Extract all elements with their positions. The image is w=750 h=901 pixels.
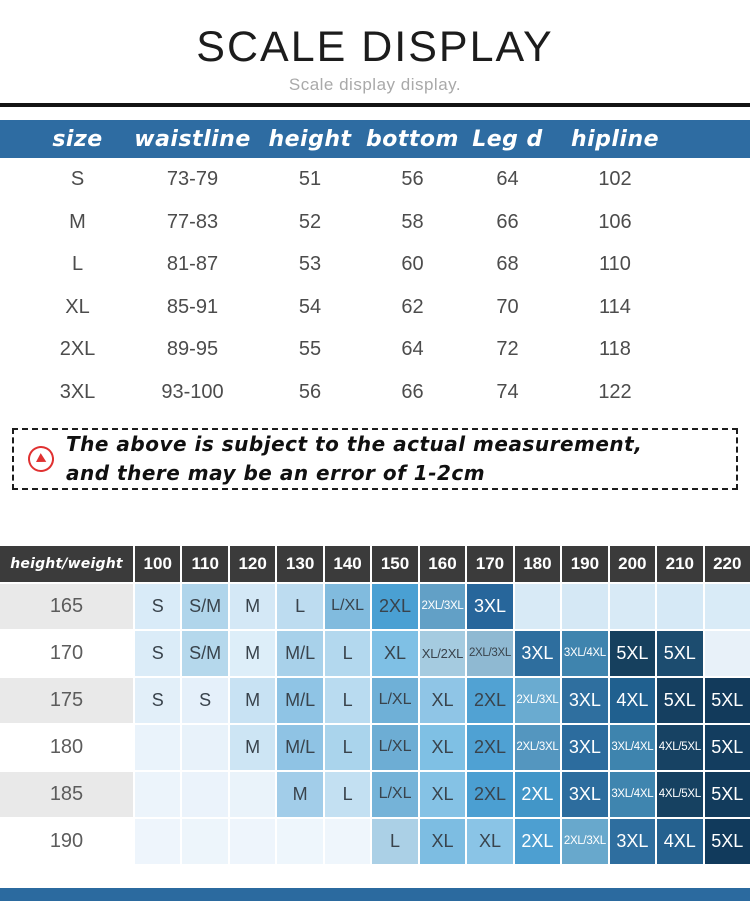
divider-line bbox=[0, 103, 750, 107]
matrix-cell bbox=[705, 631, 750, 676]
matrix-cell bbox=[657, 584, 702, 629]
matrix-cell: 2XL/3XL bbox=[515, 725, 560, 770]
matrix-row-label: 175 bbox=[0, 678, 133, 723]
matrix-cell bbox=[515, 584, 560, 629]
matrix-cell: M bbox=[230, 584, 275, 629]
size-table-header-cell: hipline bbox=[570, 126, 660, 152]
size-table-cell: L bbox=[71, 253, 84, 276]
matrix-cell: M bbox=[230, 631, 275, 676]
matrix-cell: 5XL bbox=[705, 678, 750, 723]
size-table-cell: 85-91 bbox=[166, 295, 219, 318]
matrix-cell: L bbox=[325, 725, 370, 770]
matrix-cell bbox=[135, 725, 180, 770]
matrix-cell: S bbox=[135, 631, 180, 676]
size-table-cell: 118 bbox=[599, 338, 631, 361]
matrix-row-label: 180 bbox=[0, 725, 133, 770]
page-header bbox=[0, 0, 750, 95]
measurement-note bbox=[12, 428, 738, 490]
page-subtitle: Scale display display. bbox=[288, 75, 462, 95]
size-table-cell: 3XL bbox=[59, 381, 96, 404]
matrix-cell: XL bbox=[420, 678, 465, 723]
matrix-cell: 2XL bbox=[467, 772, 512, 817]
size-table-cell: 56 bbox=[401, 168, 424, 191]
matrix-cell bbox=[230, 772, 275, 817]
matrix-cell: 2XL bbox=[467, 678, 512, 723]
matrix-corner-cell: height/weight bbox=[0, 546, 133, 582]
matrix-cell: M bbox=[277, 772, 322, 817]
matrix-weight-header-cell: 110 bbox=[182, 546, 227, 582]
size-table-cell: 2XL bbox=[59, 338, 96, 361]
matrix-cell: 5XL bbox=[610, 631, 655, 676]
size-table-cell: 74 bbox=[496, 381, 519, 404]
size-table-cell: 114 bbox=[599, 295, 631, 318]
matrix-cell bbox=[277, 819, 322, 864]
size-table-cell: 68 bbox=[496, 253, 519, 276]
matrix-cell: L/XL bbox=[372, 772, 417, 817]
matrix-cell: XL bbox=[467, 819, 512, 864]
matrix-cell: 3XL bbox=[467, 584, 512, 629]
matrix-row-label: 165 bbox=[0, 584, 133, 629]
matrix-cell: 2XL bbox=[467, 725, 512, 770]
size-table-header-cell: size bbox=[52, 126, 103, 152]
matrix-row-label: 170 bbox=[0, 631, 133, 676]
circled-arrow-icon bbox=[23, 441, 58, 476]
size-table-cell: 52 bbox=[298, 210, 322, 233]
size-table-cell: 60 bbox=[401, 253, 424, 276]
matrix-cell: S bbox=[135, 678, 180, 723]
matrix-cell: M/L bbox=[277, 678, 322, 723]
size-table-cell: 72 bbox=[496, 338, 519, 361]
matrix-cell: 3XL bbox=[562, 772, 607, 817]
matrix-cell: L/XL bbox=[372, 725, 417, 770]
matrix-weight-header-cell: 150 bbox=[372, 546, 417, 582]
matrix-weight-header-cell: 200 bbox=[610, 546, 655, 582]
size-table-header-cell: bottom bbox=[366, 126, 459, 152]
size-table-cell: M bbox=[69, 210, 86, 233]
size-table-cell: 54 bbox=[298, 295, 322, 318]
size-table-cell: 62 bbox=[401, 295, 424, 318]
matrix-cell: 5XL bbox=[657, 631, 702, 676]
matrix-cell: L bbox=[325, 678, 370, 723]
matrix-cell: XL bbox=[420, 819, 465, 864]
size-table bbox=[0, 120, 750, 414]
size-table-cell: 58 bbox=[401, 210, 424, 233]
matrix-cell bbox=[705, 584, 750, 629]
size-table-cell: 77-83 bbox=[166, 210, 219, 233]
matrix-cell: 2XL bbox=[515, 819, 560, 864]
matrix-cell bbox=[562, 584, 607, 629]
size-table-cell: 106 bbox=[598, 210, 632, 233]
size-table-cell: 73-79 bbox=[166, 168, 219, 191]
size-table-cell: 53 bbox=[298, 253, 322, 276]
matrix-cell: 4XL/5XL bbox=[657, 772, 702, 817]
matrix-weight-header-cell: 190 bbox=[562, 546, 607, 582]
size-table-header-cell: waistline bbox=[134, 126, 251, 152]
size-table-cell: 122 bbox=[598, 381, 632, 404]
size-table-cell: 51 bbox=[298, 168, 322, 191]
matrix-cell bbox=[182, 819, 227, 864]
matrix-cell bbox=[610, 584, 655, 629]
size-table-cell: XL bbox=[65, 295, 90, 318]
matrix-cell: 5XL bbox=[705, 725, 750, 770]
matrix-weight-header-cell: 170 bbox=[467, 546, 512, 582]
matrix-cell: 2XL bbox=[515, 772, 560, 817]
size-table-cell: 93-100 bbox=[161, 381, 224, 404]
matrix-cell: L bbox=[277, 584, 322, 629]
note-line-1: The above is subject to the actual measurement, bbox=[66, 431, 643, 456]
matrix-cell: 3XL/4XL bbox=[562, 631, 607, 676]
size-table-cell: 110 bbox=[599, 253, 631, 276]
matrix-cell: S bbox=[182, 678, 227, 723]
size-table-row bbox=[0, 286, 750, 329]
matrix-cell: S bbox=[135, 584, 180, 629]
note-text bbox=[66, 430, 642, 488]
arrow-triangle bbox=[36, 453, 49, 466]
matrix-cell: L bbox=[325, 631, 370, 676]
matrix-cell: L/XL bbox=[372, 678, 417, 723]
matrix-cell bbox=[135, 819, 180, 864]
matrix-weight-header-cell: 140 bbox=[325, 546, 370, 582]
matrix-weight-header-cell: 180 bbox=[515, 546, 560, 582]
matrix-cell bbox=[325, 819, 370, 864]
size-table-cell: 89-95 bbox=[166, 338, 219, 361]
matrix-cell: 5XL bbox=[657, 678, 702, 723]
matrix-cell: 5XL bbox=[705, 772, 750, 817]
matrix-cell: 5XL bbox=[705, 819, 750, 864]
page-title: SCALE DISPLAY bbox=[196, 23, 554, 71]
matrix-weight-header-cell: 220 bbox=[705, 546, 750, 582]
matrix-weight-header-cell: 210 bbox=[657, 546, 702, 582]
size-table-cell: 66 bbox=[496, 210, 519, 233]
matrix-weight-header-cell: 120 bbox=[230, 546, 275, 582]
size-table-row bbox=[0, 201, 750, 244]
height-weight-table bbox=[0, 546, 750, 864]
matrix-cell: 2XL/3XL bbox=[420, 584, 465, 629]
note-line-2: and there may be an error of 1-2cm bbox=[66, 460, 486, 485]
matrix-cell: 4XL/5XL bbox=[657, 725, 702, 770]
matrix-cell bbox=[135, 772, 180, 817]
size-table-cell: 66 bbox=[401, 381, 424, 404]
matrix-cell: XL bbox=[372, 631, 417, 676]
matrix-row-label: 185 bbox=[0, 772, 133, 817]
matrix-cell: 3XL/4XL bbox=[610, 772, 655, 817]
size-table-cell: 64 bbox=[401, 338, 424, 361]
size-table-cell: 70 bbox=[496, 295, 519, 318]
matrix-cell: L/XL bbox=[325, 584, 370, 629]
matrix-cell bbox=[230, 819, 275, 864]
size-table-cell: S bbox=[70, 168, 85, 191]
matrix-cell: S/M bbox=[182, 631, 227, 676]
matrix-cell bbox=[182, 772, 227, 817]
matrix-weight-header-cell: 130 bbox=[277, 546, 322, 582]
matrix-cell: M/L bbox=[277, 631, 322, 676]
size-table-row bbox=[0, 371, 750, 414]
matrix-cell: 3XL bbox=[515, 631, 560, 676]
matrix-cell: M bbox=[230, 725, 275, 770]
size-table-cell: 81-87 bbox=[166, 253, 219, 276]
size-table-cell: 102 bbox=[598, 168, 632, 191]
size-table-row bbox=[0, 158, 750, 201]
matrix-cell: 2XL/3XL bbox=[467, 631, 512, 676]
matrix-cell: 4XL bbox=[610, 678, 655, 723]
matrix-weight-header-cell: 100 bbox=[135, 546, 180, 582]
matrix-weight-header-cell: 160 bbox=[420, 546, 465, 582]
matrix-cell: 3XL/4XL bbox=[610, 725, 655, 770]
matrix-cell: 3XL bbox=[610, 819, 655, 864]
matrix-cell: M bbox=[230, 678, 275, 723]
size-table-cell: 64 bbox=[496, 168, 519, 191]
matrix-cell: XL/2XL bbox=[420, 631, 465, 676]
size-table-header-cell: height bbox=[268, 126, 352, 152]
size-table-cell: 56 bbox=[298, 381, 322, 404]
matrix-cell: S/M bbox=[182, 584, 227, 629]
matrix-cell: 3XL bbox=[562, 678, 607, 723]
matrix-cell: 2XL/3XL bbox=[515, 678, 560, 723]
matrix-cell: 4XL bbox=[657, 819, 702, 864]
matrix-cell: XL bbox=[420, 772, 465, 817]
matrix-cell: M/L bbox=[277, 725, 322, 770]
matrix-cell: 2XL bbox=[372, 584, 417, 629]
matrix-row-label: 190 bbox=[0, 819, 133, 864]
matrix-cell: XL bbox=[420, 725, 465, 770]
matrix-cell: 3XL bbox=[562, 725, 607, 770]
size-table-cell: 55 bbox=[298, 338, 322, 361]
size-table-row bbox=[0, 243, 750, 286]
size-table-header-row bbox=[0, 120, 750, 158]
matrix-cell: L bbox=[372, 819, 417, 864]
matrix-cell bbox=[182, 725, 227, 770]
size-table-header-cell: Leg d bbox=[472, 126, 543, 152]
bottom-accent-bar bbox=[0, 888, 750, 901]
matrix-cell: L bbox=[325, 772, 370, 817]
matrix-cell: 2XL/3XL bbox=[562, 819, 607, 864]
size-table-row bbox=[0, 329, 750, 372]
